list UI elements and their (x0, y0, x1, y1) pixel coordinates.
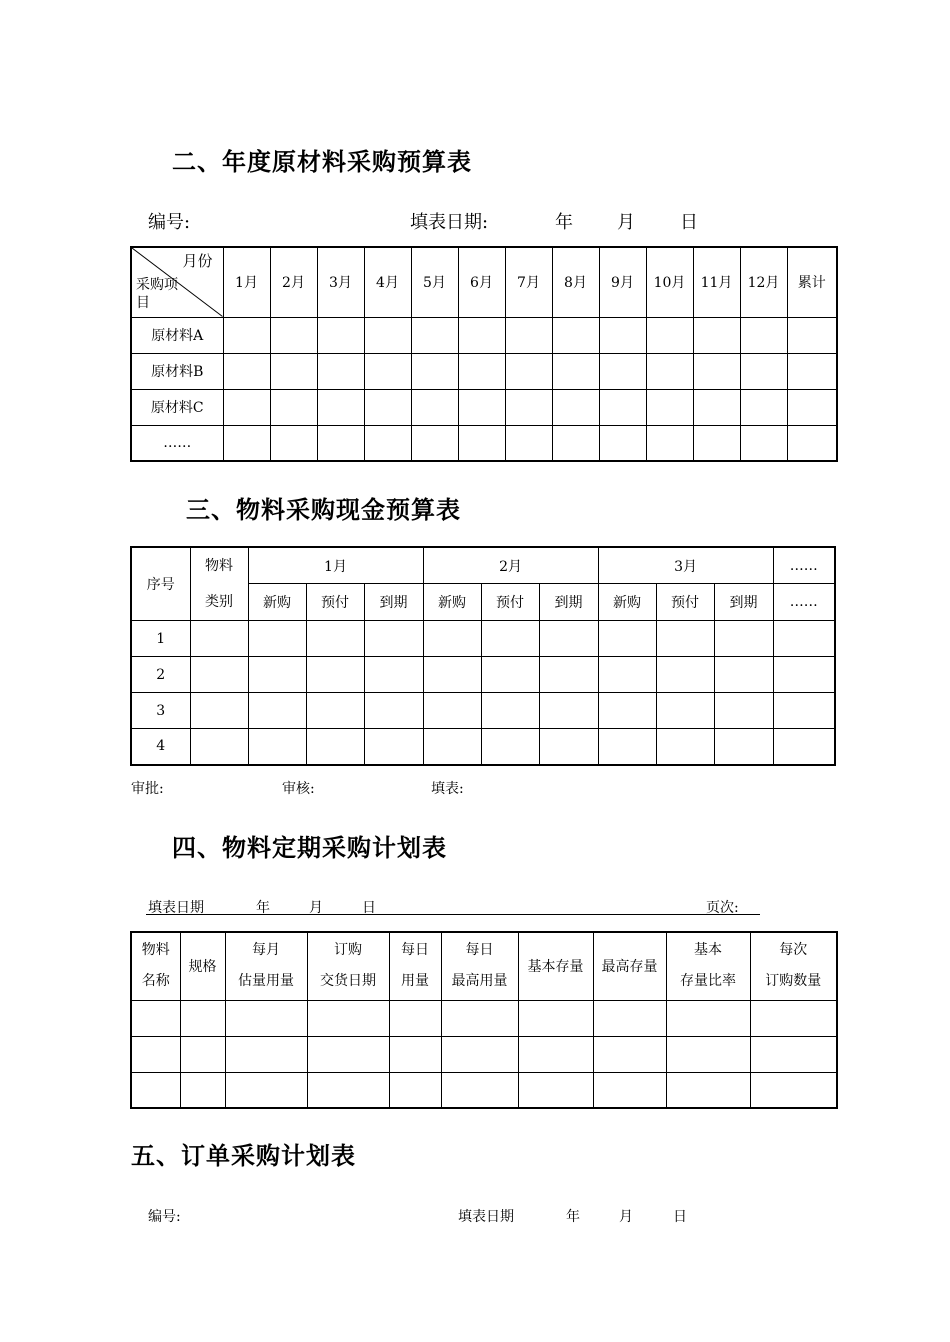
section2-number-label: 编号: (148, 212, 191, 233)
material-type-line1: 物料 (205, 558, 233, 574)
header-material-name (131, 932, 180, 1000)
month-header: 3月 (598, 547, 773, 584)
col-header: 3月 (317, 247, 364, 317)
header-base-stock: 基本存量 (518, 932, 593, 1000)
section2-day: 日 (680, 212, 698, 233)
col-header: 1月 (223, 247, 270, 317)
section4-date-label: 填表日期 (148, 900, 204, 916)
section5-number-label: 编号: (148, 1209, 181, 1225)
section5-day: 日 (673, 1209, 687, 1225)
row-seq: 1 (131, 621, 190, 657)
header-line: 订购数量 (765, 973, 822, 990)
col-header: 9月 (599, 247, 646, 317)
periodic-plan-table (130, 931, 838, 1109)
col-header: 12月 (740, 247, 787, 317)
header-line: 基本 (694, 942, 722, 959)
table-header-row (131, 932, 837, 1000)
table-row (131, 657, 835, 693)
table-header-row (131, 247, 837, 317)
col-header: 8月 (552, 247, 599, 317)
annual-budget-table (130, 246, 838, 462)
table-row (131, 425, 837, 461)
header-max-stock: 最高存量 (593, 932, 666, 1000)
section2-title: 二、年度原材料采购预算表 (172, 148, 472, 176)
sub-header-due: 到期 (714, 584, 773, 621)
sub-header-due: 到期 (364, 584, 423, 621)
col-header: 11月 (693, 247, 740, 317)
table-row (131, 389, 837, 425)
material-type-line2: 类别 (205, 594, 233, 610)
header-monthly-usage (225, 932, 307, 1000)
sub-header-new: 新购 (248, 584, 306, 621)
header-line: 订购 (334, 942, 362, 959)
header-base-ratio (666, 932, 750, 1000)
sub-header-prepay: 预付 (306, 584, 364, 621)
row-label: 原材料A (131, 317, 223, 353)
month-header-more: …… (773, 547, 835, 584)
material-type-header (190, 547, 248, 621)
date-underline (146, 914, 760, 915)
section4-page-label: 页次: (706, 900, 739, 916)
header-daily-max (441, 932, 518, 1000)
section5-date-label: 填表日期 (458, 1209, 514, 1225)
review-label: 审核: (282, 781, 315, 797)
header-line: 存量比率 (680, 973, 736, 990)
section2-month: 月 (617, 212, 635, 233)
sub-header-due: 到期 (539, 584, 598, 621)
header-line: 每日 (465, 942, 494, 959)
seq-header: 序号 (131, 547, 190, 621)
sub-header-more: …… (773, 584, 835, 621)
col-header: 10月 (646, 247, 693, 317)
approve-label: 审批: (131, 781, 164, 797)
row-label: 原材料C (131, 389, 223, 425)
col-header: 累计 (787, 247, 837, 317)
table-row (131, 621, 835, 657)
corner-month-label: 月份 (182, 252, 213, 270)
corner-item-label: 采购项目 (136, 277, 178, 311)
col-header: 7月 (505, 247, 552, 317)
table-row (131, 353, 837, 389)
row-label: 原材料B (131, 353, 223, 389)
section4-month: 月 (309, 900, 323, 916)
month-header: 1月 (248, 547, 423, 584)
month-header: 2月 (423, 547, 598, 584)
sub-header-new: 新购 (598, 584, 656, 621)
section2-year: 年 (555, 212, 573, 233)
row-seq: 3 (131, 693, 190, 729)
section4-title: 四、物料定期采购计划表 (172, 834, 447, 862)
table-row (131, 729, 835, 765)
header-spec: 规格 (180, 932, 225, 1000)
table-row (131, 1000, 837, 1036)
sub-header-new: 新购 (423, 584, 481, 621)
header-order-delivery (307, 932, 389, 1000)
col-header: 4月 (364, 247, 411, 317)
section5-title: 五、订单采购计划表 (131, 1142, 356, 1170)
cash-budget-table (130, 546, 836, 766)
col-header: 2月 (270, 247, 317, 317)
section5-year: 年 (566, 1209, 580, 1225)
header-line: 交货日期 (320, 973, 376, 990)
sub-header-prepay: 预付 (656, 584, 714, 621)
table-header-row (131, 547, 835, 584)
header-line: 估量用量 (238, 973, 294, 990)
header-line: 每次 (779, 942, 808, 959)
filler-label: 填表: (431, 781, 464, 797)
table-row (131, 317, 837, 353)
header-line: 名称 (141, 973, 170, 990)
table-row (131, 1036, 837, 1072)
section4-day: 日 (362, 900, 376, 916)
header-daily-usage (389, 932, 441, 1000)
row-label: …… (131, 425, 223, 461)
header-line: 最高用量 (451, 973, 508, 990)
section3-title: 三、物料采购现金预算表 (186, 496, 461, 524)
header-line: 物料 (141, 942, 170, 959)
header-line: 每月 (252, 942, 280, 959)
section5-month: 月 (619, 1209, 633, 1225)
sub-header-prepay: 预付 (481, 584, 539, 621)
section4-year: 年 (256, 900, 270, 916)
col-header: 6月 (458, 247, 505, 317)
table-row (131, 1072, 837, 1108)
table-row (131, 693, 835, 729)
header-line: 用量 (401, 973, 429, 990)
row-seq: 4 (131, 729, 190, 765)
diagonal-header-cell (131, 247, 223, 317)
section2-date-label: 填表日期: (410, 212, 489, 233)
header-order-qty (750, 932, 837, 1000)
header-line: 每日 (401, 942, 429, 959)
row-seq: 2 (131, 657, 190, 693)
col-header: 5月 (411, 247, 458, 317)
